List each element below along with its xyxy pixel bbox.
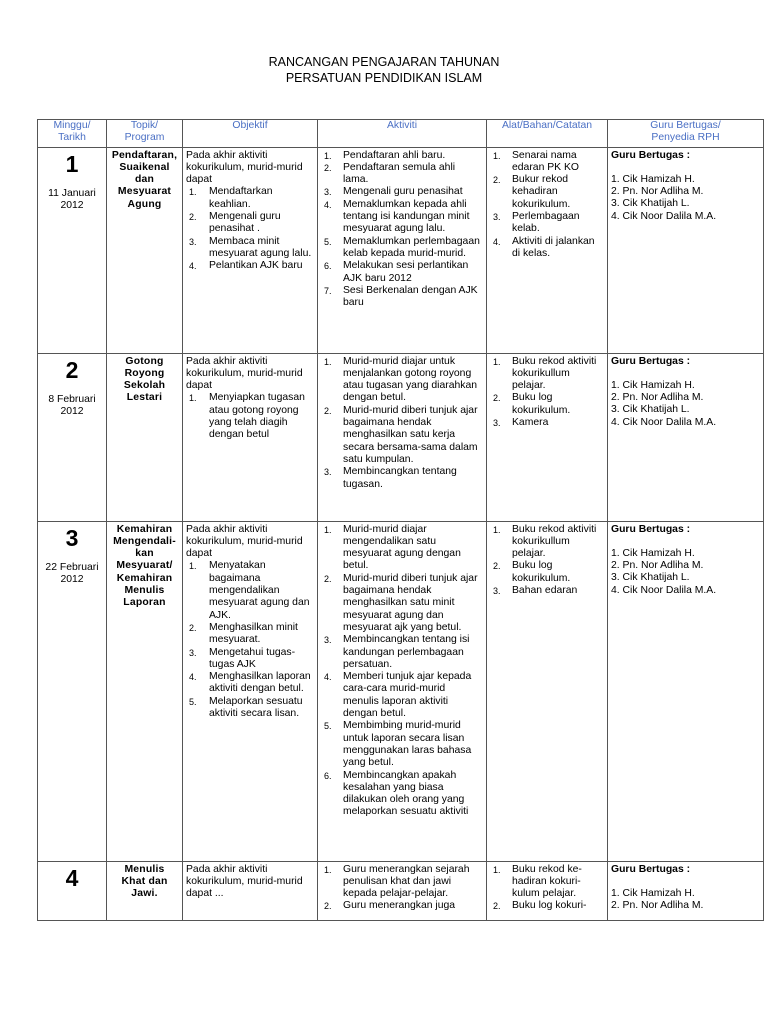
guru-heading: Guru Bertugas : <box>611 863 691 875</box>
activity-item <box>321 720 483 769</box>
item-number: 3. <box>493 586 501 597</box>
item-number: 3. <box>189 236 197 247</box>
activity-item-text: Murid-murid diajar mengendalikan satu mesyuarat agung dengan betul. <box>343 523 461 572</box>
objective-item-text: Mengetahui tugas-tugas AJK <box>209 646 296 670</box>
objective-item-text: Pelantikan AJK baru <box>209 260 303 272</box>
materials-list <box>490 356 604 430</box>
activity-item-text: Murid-murid diberi tunjuk ajar bagaimana hendak menghasilkan satu kerja secara bersama-sama dalam satu kumpulan. <box>343 404 478 465</box>
material-item <box>490 211 604 236</box>
material-item <box>490 174 604 211</box>
activity-item-text: Mengenali guru penasihat <box>343 186 463 198</box>
material-item <box>490 524 604 561</box>
material-item-text: Buku log kokurikulum. <box>512 560 571 584</box>
week-number: 4 <box>65 864 79 891</box>
activity-item-text: Memberi tunjuk ajar kepada cara-cara murid-murid menulis laporan aktiviti dengan betul. <box>343 671 472 720</box>
week-date: 22 Februari 2012 <box>45 561 99 585</box>
item-number: 1. <box>324 356 332 367</box>
table-row <box>38 147 764 353</box>
item-number: 3. <box>324 467 332 478</box>
topic-text: Pendaftaran, Suaikenal dan Mesyuarat Agung <box>111 149 178 210</box>
item-number: 1. <box>493 864 501 875</box>
activity-item-text: Pendaftaran semula ahli lama. <box>343 161 456 186</box>
materials-list <box>490 524 604 598</box>
material-item <box>490 585 604 597</box>
guru-name: 3. Cik Khatijah L. <box>611 198 690 210</box>
activity-item <box>321 260 483 285</box>
topic-cell <box>107 353 183 521</box>
item-number: 2. <box>189 622 197 633</box>
item-number: 1. <box>493 524 501 535</box>
guru-name: 4. Cik Noor Dalila M.A. <box>611 416 717 428</box>
guru-name: 4. Cik Noor Dalila M.A. <box>611 584 717 596</box>
activity-item <box>321 634 483 671</box>
guru-heading: Guru Bertugas : <box>611 355 691 367</box>
guru-name: 2. Pn. Nor Adliha M. <box>611 560 704 572</box>
activity-item <box>321 770 483 819</box>
objective-cell <box>183 147 318 353</box>
item-number: 2. <box>324 405 332 416</box>
objective-item <box>186 236 314 261</box>
week-cell <box>38 521 107 861</box>
guru-name: 3. Cik Khatijah L. <box>611 572 690 584</box>
guru-name: 1. Cik Hamizah H. <box>611 379 695 391</box>
activity-item <box>321 671 483 720</box>
activity-item <box>321 900 483 912</box>
item-number: 5. <box>324 236 332 247</box>
guru-name: 3. Cik Khatijah L. <box>611 404 690 416</box>
activity-item-text: Pendaftaran ahli baru. <box>343 149 446 161</box>
item-number: 4. <box>324 199 332 210</box>
material-item-text: Perlembagaan kelab. <box>512 211 580 235</box>
item-number: 3. <box>493 212 501 223</box>
item-number: 1. <box>189 561 197 572</box>
week-date: 11 Januari 2012 <box>48 187 96 211</box>
table-row <box>38 521 764 861</box>
week-number: 1 <box>65 150 79 177</box>
materials-cell <box>487 147 608 353</box>
item-number: 7. <box>324 285 332 296</box>
objective-item-text: Menghasilkan minit mesyuarat. <box>209 621 298 646</box>
objective-intro: Pada akhir aktiviti kokurikulum, murid-murid dapat ... <box>186 863 303 900</box>
guru-name: 1. Cik Hamizah H. <box>611 887 695 899</box>
guru-cell <box>608 147 764 353</box>
guru-name: 1. Cik Hamizah H. <box>611 173 695 185</box>
topic-text: Menulis Khat dan Jawi. <box>121 863 168 900</box>
objective-item <box>186 211 314 236</box>
item-number: 2. <box>493 393 501 404</box>
week-cell <box>38 147 107 353</box>
guru-list <box>611 380 760 429</box>
header-guru: Guru Bertugas/ Penyedia RPH <box>608 120 764 148</box>
guru-cell <box>608 861 764 920</box>
objective-item-text: Melaporkan sesuatu aktiviti secara lisan. <box>209 695 303 720</box>
activity-cell <box>318 521 487 861</box>
material-item <box>490 560 604 585</box>
materials-list <box>490 864 604 913</box>
activity-item-text: Memaklumkan perlembagaan kelab kepada murid-murid. <box>343 235 480 259</box>
activity-item <box>321 573 483 634</box>
objective-item <box>186 647 314 672</box>
activity-item-text: Memaklumkan kepada ahli tentang isi kandungan minit mesyuarat agung lalu. <box>343 198 470 235</box>
activity-list <box>321 524 483 819</box>
objective-item <box>186 560 314 621</box>
guru-cell <box>608 521 764 861</box>
guru-heading: Guru Bertugas : <box>611 149 691 161</box>
objective-list <box>186 186 314 272</box>
activity-item-text: Sesi Berkenalan dengan AJK baru <box>343 284 478 309</box>
item-number: 2. <box>493 901 501 912</box>
item-number: 2. <box>324 162 332 173</box>
activity-list <box>321 356 483 491</box>
material-item-text: Aktiviti di jalankan di kelas. <box>512 235 595 259</box>
item-number: 1. <box>324 864 332 875</box>
guru-name: 2. Pn. Nor Adliha M. <box>611 900 704 912</box>
activity-item-text: Guru menerangkan sejarah penulisan khat dan jawi kepada pelajar-pelajar. <box>343 863 470 900</box>
topic-text: Kemahiran Mengendali- kan Mesyuarat/ Kemahiran Menulis Laporan <box>113 523 176 609</box>
material-item-text: Buku rekod aktiviti kokurikullum pelajar. <box>512 355 597 392</box>
materials-cell <box>487 521 608 861</box>
guru-name: 4. Cik Noor Dalila M.A. <box>611 210 717 222</box>
objective-item-text: Membaca minit mesyuarat agung lalu. <box>209 235 312 259</box>
item-number: 4. <box>189 261 197 272</box>
materials-cell <box>487 861 608 920</box>
guru-list <box>611 174 760 223</box>
activity-item-text: Murid-murid diajar untuk menjalankan gotong royong atau tugasan yang diarahkan dengan betul. <box>343 355 478 404</box>
activity-cell <box>318 353 487 521</box>
activity-item-text: Membincangkan apakah kesalahan yang biasa dilakukan oleh orang yang melaporkan sesuatu aktiviti <box>343 769 469 818</box>
material-item <box>490 236 604 261</box>
activity-item <box>321 864 483 901</box>
guru-name: 2. Pn. Nor Adliha M. <box>611 392 704 404</box>
item-number: 2. <box>324 573 332 584</box>
guru-list <box>611 888 760 913</box>
objective-list <box>186 560 314 720</box>
objective-item-text: Mengenali guru penasihat . <box>209 211 281 235</box>
objective-item <box>186 392 314 441</box>
objective-item <box>186 260 314 272</box>
objective-intro: Pada akhir aktiviti kokurikulum, murid-murid dapat <box>186 355 303 392</box>
activity-item <box>321 162 483 187</box>
week-number: 2 <box>65 356 79 383</box>
guru-name: 1. Cik Hamizah H. <box>611 547 695 559</box>
material-item-text: Senarai nama edaran PK KO <box>512 149 580 173</box>
table-row <box>38 861 764 920</box>
guru-heading: Guru Bertugas : <box>611 523 691 535</box>
activity-item <box>321 524 483 573</box>
activity-item-text: Murid-murid diberi tunjuk ajar bagaimana hendak menghasilkan satu minit mesyuarat agung dan mesyuarat ajk yang betul. <box>343 572 478 633</box>
material-item <box>490 150 604 175</box>
objective-item-text: Menghasilkan laporan aktiviti dengan betul. <box>209 671 311 695</box>
week-cell <box>38 353 107 521</box>
header-objektif: Objektif <box>183 120 318 148</box>
material-item <box>490 417 604 429</box>
objective-cell <box>183 521 318 861</box>
topic-cell <box>107 521 183 861</box>
activity-item <box>321 186 483 198</box>
table-row <box>38 353 764 521</box>
item-number: 4. <box>324 672 332 683</box>
item-number: 5. <box>189 696 197 707</box>
week-date: 8 Februari 2012 <box>48 393 96 417</box>
item-number: 2. <box>493 561 501 572</box>
activity-item <box>321 236 483 261</box>
activity-item-text: Melakukan sesi perlantikan AJK baru 2012 <box>343 260 469 284</box>
objective-item <box>186 622 314 647</box>
objective-cell <box>183 861 318 920</box>
item-number: 6. <box>324 261 332 272</box>
item-number: 3. <box>324 187 332 198</box>
topic-cell <box>107 861 183 920</box>
activity-item-text: Membincangkan tentang tugasan. <box>343 466 457 490</box>
material-item <box>490 900 604 912</box>
material-item-text: Buku log kokurikulum. <box>512 392 571 416</box>
material-item-text: Buku log kokuri- <box>512 900 587 912</box>
objective-item <box>186 186 314 211</box>
item-number: 2. <box>189 212 197 223</box>
activity-item <box>321 405 483 466</box>
document-subtitle: PERSATUAN PENDIDIKAN ISLAM <box>285 71 483 85</box>
activity-cell <box>318 147 487 353</box>
header-alat: Alat/Bahan/Catatan <box>487 120 608 148</box>
item-number: 5. <box>324 721 332 732</box>
activity-item-text: Membincangkan tentang isi kandungan perlembagaan persatuan. <box>343 634 470 670</box>
material-item-text: Buku rekod aktiviti kokurikullum pelajar. <box>512 523 597 560</box>
header-minggu: Minggu/ Tarikh <box>38 120 107 148</box>
material-item <box>490 864 604 901</box>
item-number: 3. <box>493 418 501 429</box>
guru-list <box>611 548 760 597</box>
objective-item-text: Menyiapkan tugasan atau gotong royong yang telah diagih dengan betul <box>209 392 305 441</box>
activity-item <box>321 285 483 310</box>
item-number: 2. <box>324 901 332 912</box>
header-topik: Topik/ Program <box>107 120 183 148</box>
objective-item <box>186 696 314 721</box>
activity-item-text: Membimbing murid-murid untuk laporan secara lisan menggunakan laras bahasa yang betul. <box>343 720 472 769</box>
item-number: 6. <box>324 770 332 781</box>
activity-item-text: Guru menerangkan juga <box>343 900 456 912</box>
item-number: 4. <box>189 672 197 683</box>
objective-item-text: Menyatakan bagaimana mengendalikan mesyuarat agung dan AJK. <box>209 560 310 621</box>
week-cell <box>38 861 107 920</box>
guru-name: 2. Pn. Nor Adliha M. <box>611 186 704 198</box>
material-item-text: Bahan edaran <box>512 585 578 597</box>
item-number: 3. <box>189 647 197 658</box>
activity-item <box>321 466 483 491</box>
material-item <box>490 356 604 393</box>
objective-item-text: Mendaftarkan keahlian. <box>209 186 273 210</box>
activity-item <box>321 150 483 162</box>
material-item <box>490 392 604 417</box>
activity-list <box>321 864 483 913</box>
activity-item <box>321 356 483 405</box>
objective-list <box>186 392 314 441</box>
guru-cell <box>608 353 764 521</box>
document-title: RANCANGAN PENGAJARAN TAHUNAN <box>268 55 500 69</box>
topic-cell <box>107 147 183 353</box>
objective-intro: Pada akhir aktiviti kokurikulum, murid-murid dapat <box>186 149 303 186</box>
materials-list <box>490 150 604 261</box>
objective-cell <box>183 353 318 521</box>
objective-intro: Pada akhir aktiviti kokurikulum, murid-murid dapat <box>186 523 303 560</box>
objective-item <box>186 671 314 696</box>
activity-list <box>321 150 483 310</box>
material-item-text: Bukur rekod kehadiran kokurikulum. <box>512 174 571 210</box>
item-number: 1. <box>189 187 197 198</box>
item-number: 1. <box>189 393 197 404</box>
topic-text: Gotong Royong Sekolah Lestari <box>123 355 166 404</box>
item-number: 4. <box>493 236 501 247</box>
lesson-plan-table <box>37 119 764 921</box>
item-number: 1. <box>493 356 501 367</box>
item-number: 3. <box>324 635 332 646</box>
item-number: 2. <box>493 175 501 186</box>
activity-item <box>321 199 483 236</box>
week-number: 3 <box>65 524 79 551</box>
item-number: 1. <box>493 150 501 161</box>
materials-cell <box>487 353 608 521</box>
activity-cell <box>318 861 487 920</box>
item-number: 1. <box>324 150 332 161</box>
material-item-text: Kamera <box>512 417 549 429</box>
header-row <box>38 120 764 148</box>
material-item-text: Buku rekod ke-hadiran kokuri-kulum pelajar. <box>512 863 582 900</box>
header-aktiviti: Aktiviti <box>318 120 487 148</box>
item-number: 1. <box>324 524 332 535</box>
